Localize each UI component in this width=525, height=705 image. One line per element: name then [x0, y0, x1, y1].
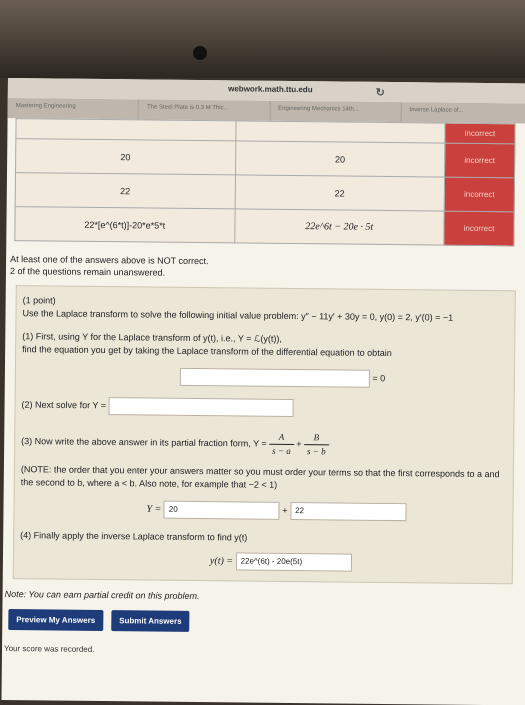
- problem-box: [13, 285, 516, 584]
- fraction-b-denominator: s − b: [306, 446, 326, 457]
- laptop-bezel: [0, 0, 525, 78]
- status-cell: incorrect: [444, 211, 514, 246]
- status-cell: incorrect: [444, 177, 514, 212]
- tab-3[interactable]: Engineering Mechanics 14th...: [270, 101, 401, 122]
- partial-credit-note: [5, 589, 525, 604]
- part4-label: (4) Finally apply the inverse Laplace transform to find y(t): [20, 530, 248, 543]
- part1-text: (1) First, using Y for the Laplace transform of y(t), i.e., Y = ℒ(y(t)),: [22, 331, 282, 344]
- preview-answers-button[interactable]: Preview My Answers: [8, 609, 103, 631]
- fraction-b-numerator: B: [304, 431, 329, 445]
- status-cell: incorrect: [445, 123, 515, 144]
- problem-statement: Use the Laplace transform to solve the following initial value problem: y″ − 11y′ + 30y = 0, y(0) = 2, y′(0) = −1: [22, 308, 454, 323]
- solve-y-input[interactable]: [108, 397, 293, 417]
- preview-cell: 22e^6t − 20e · 5t: [234, 209, 444, 245]
- preview-cell: 22: [235, 175, 445, 211]
- status-cell: incorrect: [445, 143, 515, 178]
- y-label: Y =: [146, 503, 162, 516]
- entered-cell: 22: [15, 173, 235, 209]
- fraction-b: [304, 431, 329, 458]
- fraction-a: [269, 431, 294, 458]
- entered-cell: 20: [16, 139, 236, 175]
- preview-cell: 20: [235, 141, 445, 177]
- table-cell: [16, 119, 236, 141]
- partial-credit-text: Note: You can earn partial credit on this problem.: [4, 588, 200, 602]
- plus-sign: +: [282, 505, 288, 516]
- table-row: [15, 173, 514, 212]
- tab-2[interactable]: The Steel Plate is 0.3 M Thic...: [139, 99, 270, 120]
- laplace-equation-input[interactable]: [180, 368, 370, 388]
- inverse-laplace-input[interactable]: 22e^(6t) - 20e(5t): [235, 552, 351, 571]
- feedback-line: 2 of the questions remain unanswered.: [9, 266, 166, 278]
- submit-answers-button[interactable]: Submit Answers: [111, 610, 190, 632]
- part2-label: (2) Next solve for Y =: [21, 399, 107, 411]
- table-row: [16, 139, 515, 178]
- score-recorded-text: Your score was recorded.: [3, 643, 95, 654]
- feedback-line: At least one of the answers above is NOT correct.: [10, 254, 209, 267]
- equals-zero-label: = 0: [372, 373, 386, 384]
- order-note: (NOTE: the order that you enter your answers matter so you must order your terms so that the first corresponds to a and the second to b, where a < b. Also note, for example that −2 < 1): [20, 464, 500, 490]
- yt-label: y(t) =: [209, 555, 234, 567]
- part1-text-cont: find the equation you get by taking the Laplace transform of the differential equation to obtain: [22, 344, 392, 359]
- plus-sign: +: [296, 438, 302, 449]
- url-label[interactable]: webwork.math.ttu.edu: [228, 84, 313, 95]
- points-label: (1 point): [22, 295, 56, 306]
- tab-1[interactable]: Mastering Engineering: [8, 98, 139, 119]
- partial-b-input[interactable]: 22: [290, 502, 406, 521]
- reload-icon[interactable]: ↻: [375, 86, 385, 99]
- fraction-a-denominator: s − a: [272, 445, 291, 456]
- part3-label: (3) Now write the above answer in its partial fraction form, Y =: [21, 436, 267, 449]
- entered-cell: 22*[e^(6*t)]-20*e*5*t: [15, 207, 235, 243]
- table-row: [15, 207, 514, 246]
- button-bar: [8, 609, 525, 635]
- camera: [193, 46, 207, 60]
- answer-table: [14, 118, 515, 246]
- tab-4[interactable]: Inverse Laplace of...: [401, 102, 525, 123]
- feedback-message: [10, 253, 525, 282]
- table-cell: [235, 121, 445, 143]
- screen: [1, 78, 525, 705]
- partial-a-input[interactable]: 20: [164, 501, 280, 520]
- fraction-a-numerator: A: [269, 431, 294, 445]
